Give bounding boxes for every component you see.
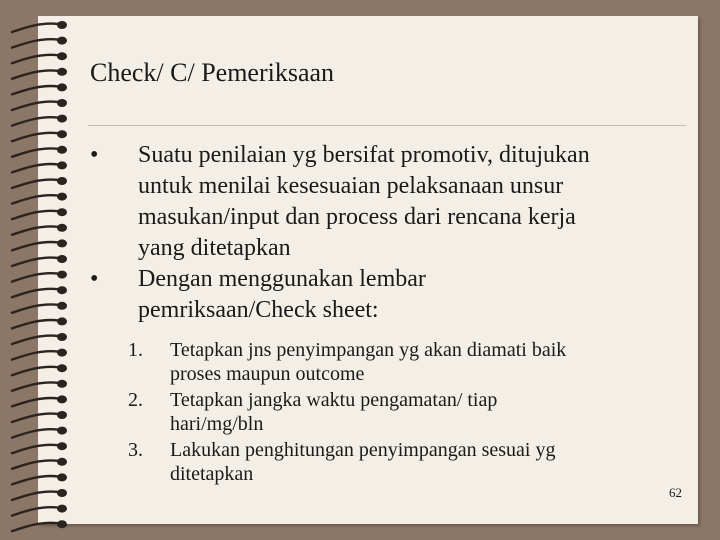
- binding-hole: [57, 489, 67, 497]
- item-number: 3.: [128, 439, 143, 461]
- bullet-line: pemriksaan/Check sheet:: [138, 297, 379, 323]
- binding-ring: [12, 117, 58, 125]
- item-text-continued: proses maupun outcome: [170, 363, 365, 385]
- binding-ring: [12, 367, 58, 375]
- binding-ring: [12, 86, 58, 94]
- binding-ring: [12, 55, 58, 63]
- binding-hole: [57, 21, 67, 29]
- binding-ring: [12, 460, 58, 468]
- binding-hole: [57, 302, 67, 310]
- binding-ring: [12, 102, 58, 110]
- slide-title: Check/ C/ Pemeriksaan: [90, 58, 335, 87]
- binding-ring: [12, 180, 58, 188]
- binding-ring: [12, 195, 58, 203]
- binding-ring: [12, 414, 58, 422]
- binding-hole: [57, 239, 67, 247]
- bullet-line: masukan/input dan process dari rencana kerja: [138, 204, 576, 230]
- binding-hole: [57, 520, 67, 528]
- numbered-list: [128, 336, 668, 486]
- binding-ring: [12, 148, 58, 156]
- binding-hole: [57, 395, 67, 403]
- binding-ring: [12, 211, 58, 219]
- binding-ring: [12, 304, 58, 312]
- binding-hole: [57, 83, 67, 91]
- item-text-continued: ditetapkan: [170, 463, 254, 485]
- binding-hole: [57, 333, 67, 341]
- binding-hole: [57, 99, 67, 107]
- binding-hole: [57, 177, 67, 185]
- binding-ring: [12, 226, 58, 234]
- binding-hole: [57, 68, 67, 76]
- bullet-line: yang ditetapkan: [138, 235, 291, 261]
- item-number: 2.: [128, 389, 143, 411]
- binding-hole: [57, 224, 67, 232]
- item-number: 1.: [128, 339, 143, 361]
- binding-hole: [57, 380, 67, 388]
- binding-ring: [12, 476, 58, 484]
- binding-ring: [12, 289, 58, 297]
- binding-hole: [57, 115, 67, 123]
- binding-ring: [12, 336, 58, 344]
- binding-ring: [12, 242, 58, 250]
- binding-ring: [12, 133, 58, 141]
- binding-hole: [57, 37, 67, 45]
- binding-hole: [57, 458, 67, 466]
- bullet-marker: •: [90, 142, 99, 168]
- binding-hole: [57, 442, 67, 450]
- binding-ring: [12, 70, 58, 78]
- item-text: Tetapkan jangka waktu pengamatan/ tiap: [170, 389, 498, 411]
- item-text-continued: hari/mg/bln: [170, 413, 264, 435]
- bullet-line: untuk menilai kesesuaian pelaksanaan unsur: [138, 173, 564, 199]
- binding-hole: [57, 161, 67, 169]
- bullet-marker: •: [90, 266, 99, 292]
- binding-hole: [57, 255, 67, 263]
- list-item: [128, 436, 668, 486]
- binding-hole: [57, 427, 67, 435]
- item-text: Lakukan penghitungan penyimpangan sesuai yg: [170, 439, 556, 461]
- binding-ring: [12, 273, 58, 281]
- binding-ring: [12, 429, 58, 437]
- item-text: Tetapkan jns penyimpangan yg akan diamati baik: [170, 339, 567, 361]
- bullet-line: Suatu penilaian yg bersifat promotiv, ditujukan: [138, 142, 590, 168]
- binding-ring: [12, 24, 58, 32]
- binding-hole: [57, 473, 67, 481]
- bullet-list: [88, 140, 648, 326]
- binding-ring: [12, 507, 58, 515]
- binding-ring: [12, 258, 58, 266]
- title-divider: [88, 125, 686, 126]
- page-number: 62: [669, 485, 682, 500]
- spiral-binding: [0, 0, 80, 540]
- binding-hole: [57, 286, 67, 294]
- bullet-item: [88, 140, 648, 264]
- binding-hole: [57, 349, 67, 357]
- binding-ring: [12, 492, 58, 500]
- binding-ring: [12, 351, 58, 359]
- binding-hole: [57, 317, 67, 325]
- binding-ring: [12, 398, 58, 406]
- binding-ring: [12, 382, 58, 390]
- binding-ring: [12, 164, 58, 172]
- bullet-item: [88, 264, 648, 326]
- binding-hole: [57, 208, 67, 216]
- binding-ring: [12, 320, 58, 328]
- binding-hole: [57, 130, 67, 138]
- binding-ring: [12, 39, 58, 47]
- list-item: [128, 336, 668, 386]
- binding-hole: [57, 271, 67, 279]
- binding-ring: [12, 445, 58, 453]
- binding-hole: [57, 146, 67, 154]
- binding-ring: [12, 523, 58, 531]
- list-item: [128, 386, 668, 436]
- bullet-line: Dengan menggunakan lembar: [138, 266, 426, 292]
- binding-hole: [57, 364, 67, 372]
- binding-hole: [57, 52, 67, 60]
- binding-hole: [57, 411, 67, 419]
- binding-hole: [57, 505, 67, 513]
- binding-hole: [57, 193, 67, 201]
